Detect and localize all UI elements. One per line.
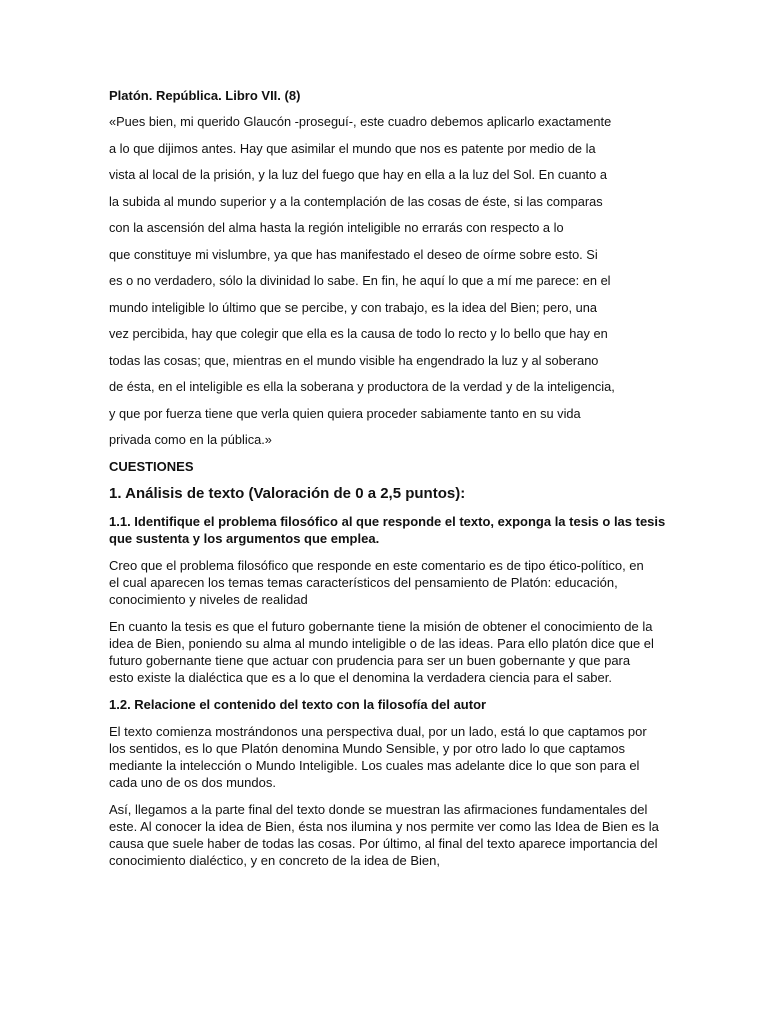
paragraph-line: el cual aparecen los temas temas característicos del pensamiento de Platón: educación, xyxy=(109,574,618,590)
answer-1-1-paragraph-2 xyxy=(109,618,659,686)
document-page xyxy=(109,87,666,879)
quote-line: privada como en la pública.» xyxy=(109,432,272,447)
paragraph-line: cada uno de os dos mundos. xyxy=(109,774,276,790)
paragraph-line: esto existe la dialéctica que es a lo que el denomina la verdadera ciencia para el saber. xyxy=(109,669,612,685)
cuestiones-heading: CUESTIONES xyxy=(109,458,194,474)
question-1-1 xyxy=(109,513,666,547)
paragraph-line: En cuanto la tesis es que el futuro gobernante tiene la misión de obtener el conocimiento de la xyxy=(109,618,653,634)
quote-block xyxy=(109,113,659,458)
quote-line: y que por fuerza tiene que verla quien quiera proceder sabiamente tanto en su vida xyxy=(109,405,581,421)
quote-line: con la ascensión del alma hasta la región inteligible no errarás con respecto a lo xyxy=(109,220,564,235)
quote-line: todas las cosas; que, mientras en el mundo visible ha engendrado la luz y al soberano xyxy=(109,352,599,368)
quote-line: a lo que dijimos antes. Hay que asimilar el mundo que nos es patente por medio de la xyxy=(109,140,596,156)
document-title: Platón. República. Libro VII. (8) xyxy=(109,88,301,103)
quote-line: «Pues bien, mi querido Glaucón -proseguí-, este cuadro debemos aplicarlo exactamente xyxy=(109,114,612,129)
quote-line: vista al local de la prisión, y la luz del fuego que hay en ella a la luz del Sol. En cuanto a xyxy=(109,167,607,182)
section-heading-analisis: 1. Análisis de texto (Valoración de 0 a 2,5 puntos): xyxy=(109,484,466,502)
paragraph-line: los sentidos, es lo que Platón denomina Mundo Sensible, y por otro lado lo que captamos xyxy=(109,740,625,756)
question-1-2: 1.2. Relacione el contenido del texto con la filosofía del autor xyxy=(109,696,487,712)
answer-1-1-paragraph-1 xyxy=(109,557,659,608)
quote-line: que constituye mi vislumbre, ya que has manifestado el deseo de oírme sobre esto. Si xyxy=(109,246,598,262)
quote-line: vez percibida, hay que colegir que ella es la causa de todo lo recto y lo bello que hay en xyxy=(109,326,608,341)
answer-1-2-paragraph-2 xyxy=(109,801,659,869)
paragraph-line: causa que suele haber de todas las cosas. Por último, al final del texto aparece importancia del xyxy=(109,835,658,851)
quote-line: es o no verdadero, sólo la divinidad lo sabe. En fin, he aquí lo que a mí me parece: en el xyxy=(109,273,611,288)
paragraph-line: Creo que el problema filosófico que responde en este comentario es de tipo ético-político, en xyxy=(109,557,644,573)
question-line: 1.1. Identifique el problema filosófico al que responde el texto, exponga la tesis o las tesis xyxy=(109,513,666,529)
paragraph-line: futuro gobernante tiene que actuar con prudencia para ser un buen gobernante y que para xyxy=(109,652,631,668)
answer-1-2-paragraph-1 xyxy=(109,723,659,791)
paragraph-line: conocimiento dialéctico, y en concreto de la idea de Bien, xyxy=(109,852,440,868)
quote-line: la subida al mundo superior y a la contemplación de las cosas de éste, si las comparas xyxy=(109,193,603,209)
paragraph-line: este. Al conocer la idea de Bien, ésta nos ilumina y nos permite ver como las Idea de Bien es la xyxy=(109,818,659,834)
question-line: que sustenta y los argumentos que emplea. xyxy=(109,530,380,546)
paragraph-line: Así, llegamos a la parte final del texto donde se muestran las afirmaciones fundamentales del xyxy=(109,801,648,817)
paragraph-line: mediante la intelección o Mundo Inteligible. Los cuales mas adelante dice lo que son para el xyxy=(109,757,640,773)
quote-line: de ésta, en el inteligible es ella la soberana y productora de la verdad y de la inteligencia, xyxy=(109,379,615,394)
quote-line: mundo inteligible lo último que se percibe, y con trabajo, es la idea del Bien; pero, una xyxy=(109,299,598,315)
paragraph-line: idea de Bien, poniendo su alma al mundo inteligible o de las ideas. Para ello platón dice que el xyxy=(109,635,654,651)
paragraph-line: conocimiento y niveles de realidad xyxy=(109,591,308,607)
paragraph-line: El texto comienza mostrándonos una perspectiva dual, por un lado, está lo que captamos por xyxy=(109,723,647,739)
